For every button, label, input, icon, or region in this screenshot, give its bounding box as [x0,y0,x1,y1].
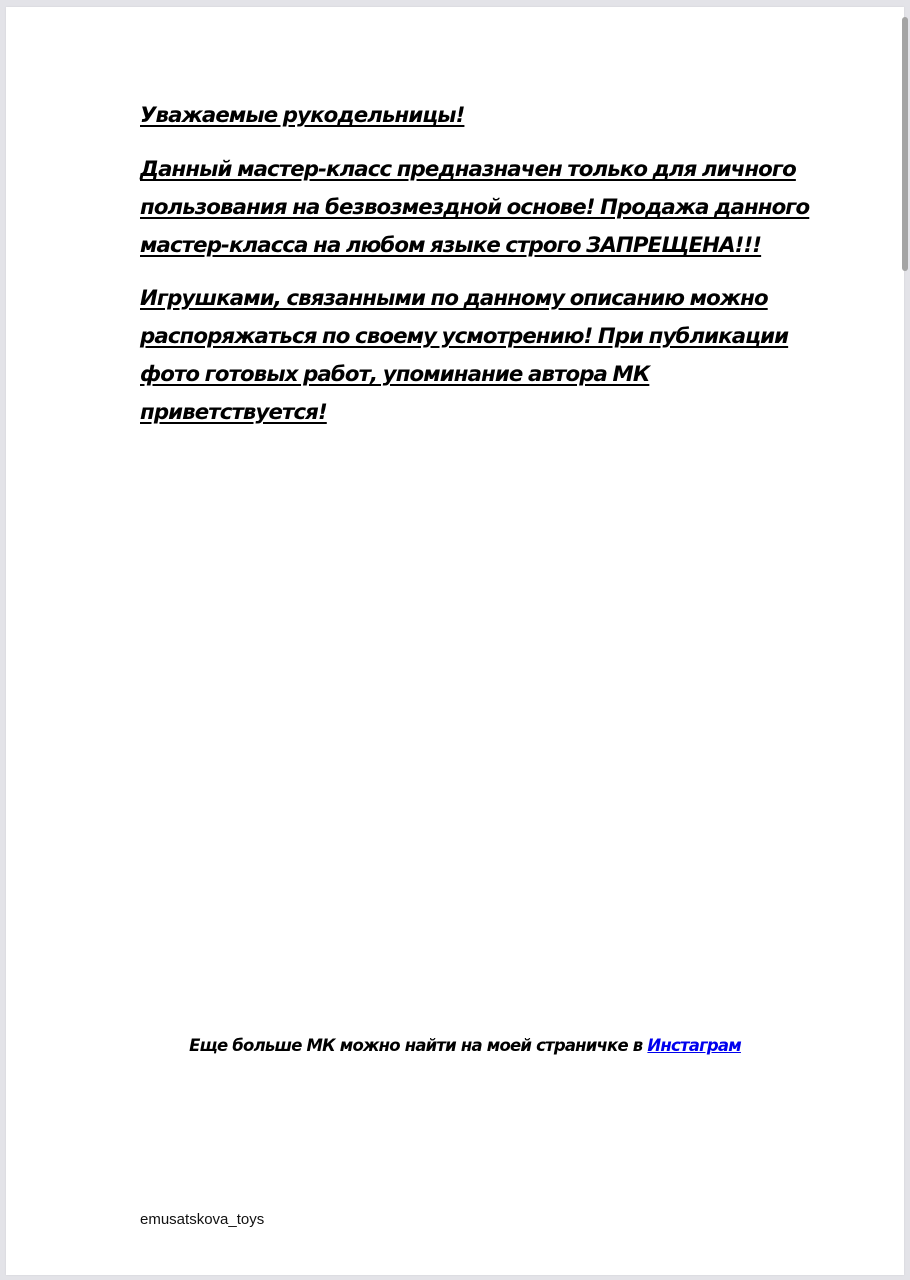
promo-line [6,1036,904,1055]
promo-text: Еще больше МК можно найти на моей страничке в [189,1036,648,1055]
greeting-heading: Уважаемые рукодельницы! [140,103,465,128]
instagram-link[interactable]: Инстаграм [647,1036,741,1055]
vertical-scrollbar[interactable] [902,17,908,271]
document-page [6,7,904,1275]
license-paragraph: Данный мастер-класс предназначен только для личного пользования на безвозмездной основе! Продажа данного мастер-класса на любом языке строго ЗАПРЕЩЕНА!!! [140,157,810,258]
usage-paragraph: Игрушками, связанными по данному описанию можно распоряжаться по своему усмотрению! При публикации фото готовых работ, упоминание автора МК приветствуется! [140,286,789,425]
footer-author-handle: emusatskova_toys [140,1211,265,1228]
